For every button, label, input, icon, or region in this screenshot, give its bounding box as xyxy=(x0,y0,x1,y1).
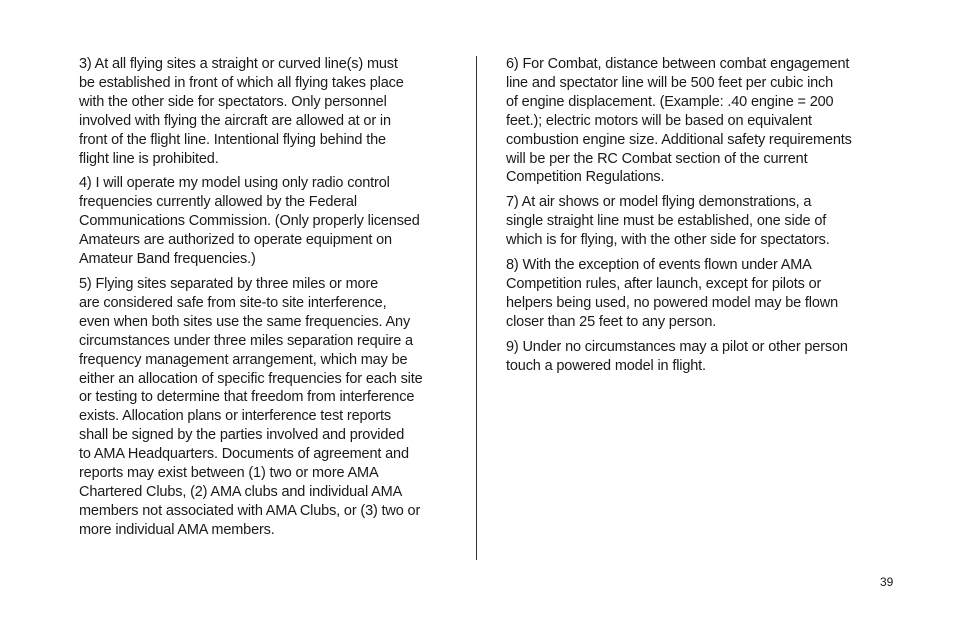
text-line: frequency management arrangement, which may be xyxy=(79,351,408,368)
text-line: with the other side for spectators. Only personnel xyxy=(79,93,387,110)
text-line: or testing to determine that freedom from interference xyxy=(79,389,415,406)
rule-paragraph-5 xyxy=(79,275,451,540)
text-line: members not associated with AMA Clubs, or (3) two or xyxy=(79,502,421,519)
text-line: which is for flying, with the other side for spectators. xyxy=(506,232,830,249)
rule-paragraph-9 xyxy=(506,338,878,376)
text-line: 6) For Combat, distance between combat engagement xyxy=(506,56,850,72)
text-line: are considered safe from site-to site interference, xyxy=(79,294,387,311)
right-column xyxy=(506,55,878,382)
text-line: Chartered Clubs, (2) AMA clubs and individual AMA xyxy=(79,483,403,500)
rule-paragraph-7 xyxy=(506,193,878,250)
text-line: be established in front of which all flying takes place xyxy=(79,74,404,91)
rule-paragraph-8 xyxy=(506,256,878,332)
page-number: 39 xyxy=(880,575,894,589)
text-line: line and spectator line will be 500 feet per cubic inch xyxy=(506,74,834,91)
text-line: Amateur Band frequencies.) xyxy=(79,251,256,268)
left-column xyxy=(79,55,451,546)
text-line: closer than 25 feet to any person. xyxy=(506,313,717,330)
text-line: helpers being used, no powered model may be flown xyxy=(506,294,838,311)
text-line: 4) I will operate my model using only radio control xyxy=(79,175,390,192)
text-line: Amateurs are authorized to operate equipment on xyxy=(79,232,392,249)
text-line: combustion engine size. Additional safety requirements xyxy=(506,131,852,148)
text-line: touch a powered model in flight. xyxy=(506,357,706,374)
text-line: 7) At air shows or model flying demonstrations, a xyxy=(506,194,812,211)
rule-paragraph-3 xyxy=(79,55,451,168)
text-line: even when both sites use the same frequencies. Any xyxy=(79,313,411,330)
text-line: exists. Allocation plans or interference test reports xyxy=(79,408,392,425)
text-line: to AMA Headquarters. Documents of agreement and xyxy=(79,446,409,463)
text-line: 8) With the exception of events flown under AMA xyxy=(506,257,812,274)
text-line: 3) At all flying sites a straight or curved line(s) must xyxy=(79,56,398,72)
text-line: reports may exist between (1) two or more AMA xyxy=(79,465,379,482)
text-line: Communications Commission. (Only properly licensed xyxy=(79,213,420,230)
text-line: single straight line must be established, one side of xyxy=(506,213,827,230)
text-line: Competition Regulations. xyxy=(506,169,665,186)
column-divider xyxy=(476,56,477,560)
rule-paragraph-4 xyxy=(79,174,451,269)
text-line: flight line is prohibited. xyxy=(79,150,219,167)
text-line: of engine displacement. (Example: .40 engine = 200 xyxy=(506,93,834,110)
text-line: 5) Flying sites separated by three miles or more xyxy=(79,275,379,292)
text-line: frequencies currently allowed by the Federal xyxy=(79,194,357,211)
text-line: either an allocation of specific frequencies for each site xyxy=(79,370,423,387)
text-line: will be per the RC Combat section of the current xyxy=(506,150,808,167)
text-line: front of the flight line. Intentional flying behind the xyxy=(79,131,386,148)
text-line: circumstances under three miles separation require a xyxy=(79,332,413,349)
text-line: more individual AMA members. xyxy=(79,521,275,538)
text-line: feet.); electric motors will be based on equivalent xyxy=(506,112,812,129)
text-line: 9) Under no circumstances may a pilot or other person xyxy=(506,338,848,355)
text-line: involved with flying the aircraft are allowed at or in xyxy=(79,112,391,129)
text-line: shall be signed by the parties involved and provided xyxy=(79,427,405,444)
text-line: Competition rules, after launch, except for pilots or xyxy=(506,275,822,292)
rule-paragraph-6 xyxy=(506,55,878,187)
